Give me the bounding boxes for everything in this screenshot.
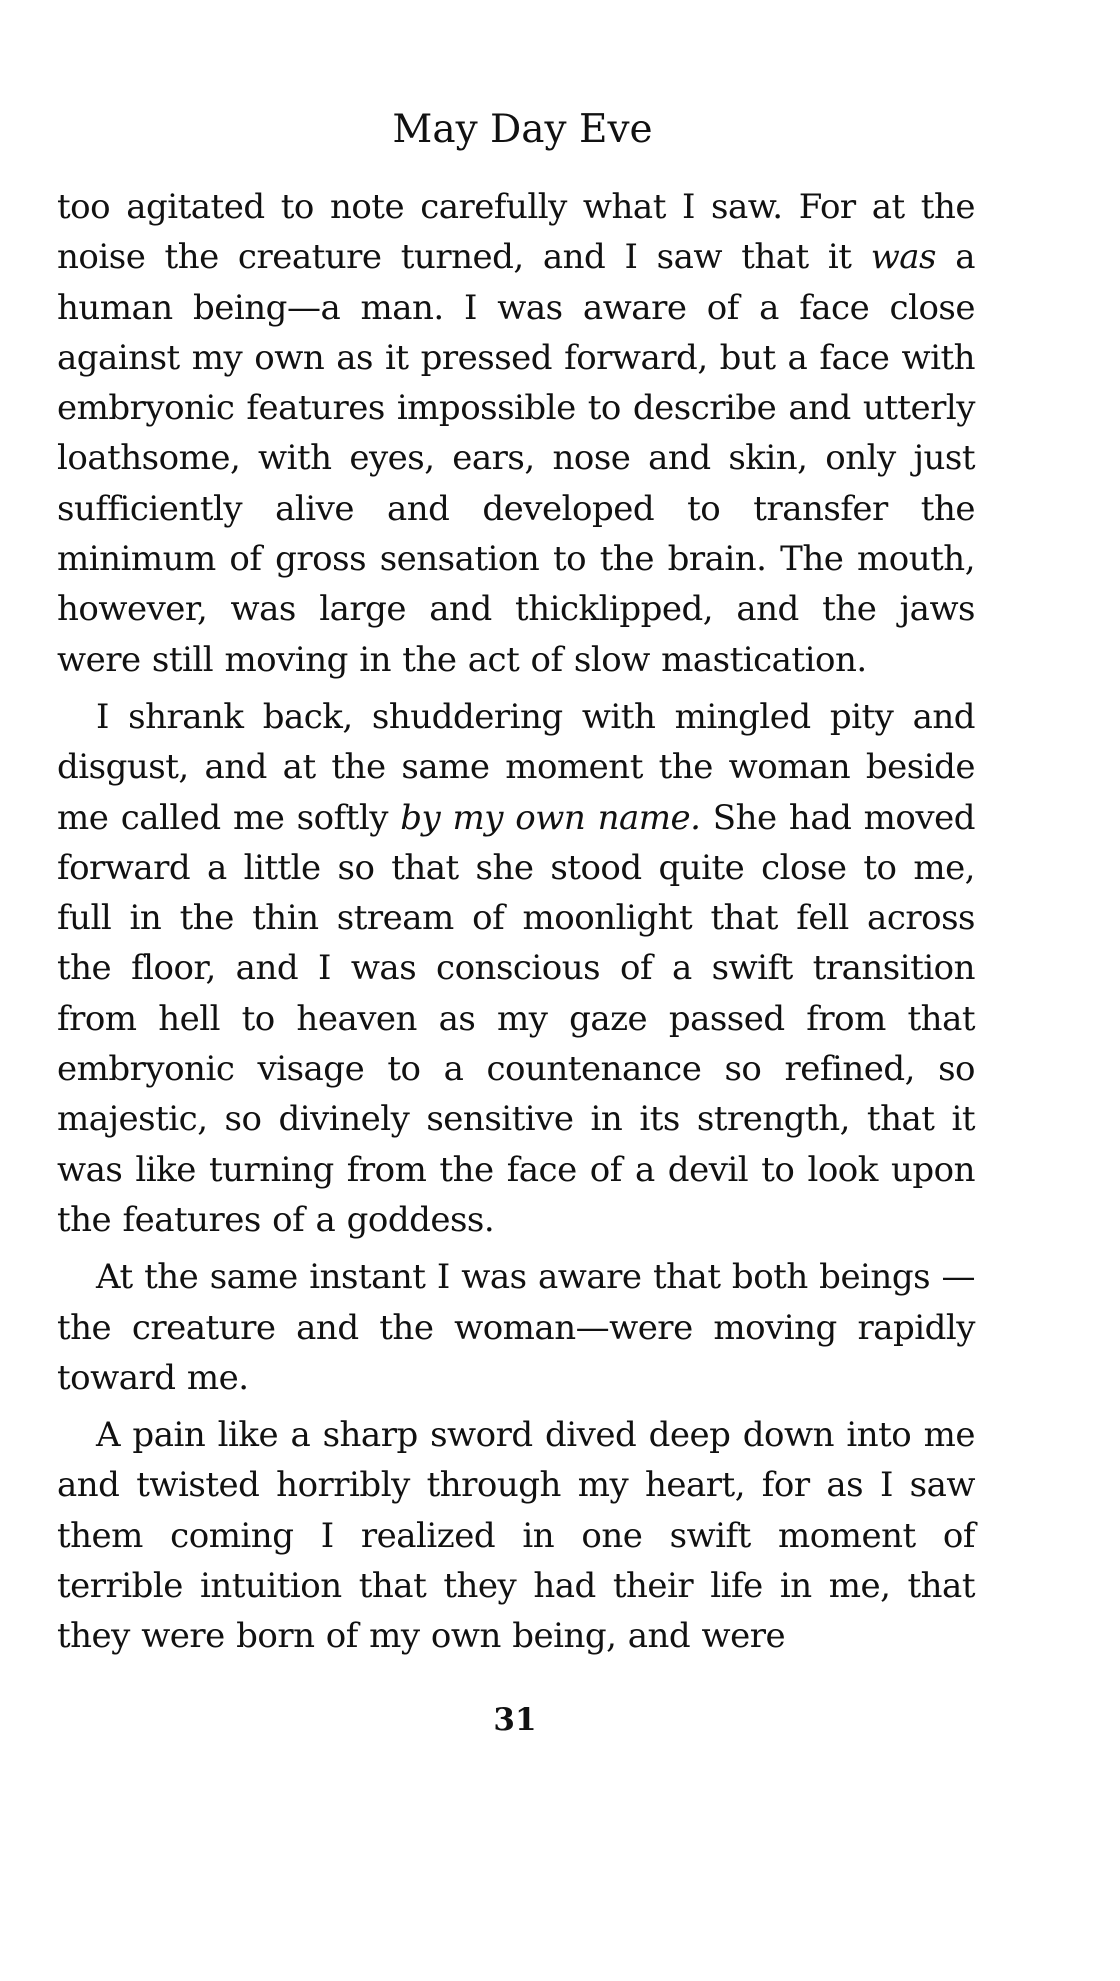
paragraph-1-text-b: a human being—a man. I was aware of a face close against my own as it pressed forward, but a face with embryonic features impossible to describe and utterly loathsome, with eyes, ears, nose and skin, only just sufficiently alive and developed to transfer the minimum of gross sensation to the brain. The mouth, however, was large and thicklipped, and the jaws were still moving in the act of slow mastication. [57, 237, 976, 680]
paragraph-1 [57, 182, 975, 685]
paragraph-3 [57, 1252, 975, 1403]
paragraph-1-italic-was: was [870, 237, 937, 278]
paragraph-2-italic-own-name: by my own name. [400, 797, 701, 838]
body-text [57, 182, 975, 1662]
paragraph-3-text: At the same instant I was aware that both beings —the creature and the woman—were moving rapidly toward me. [57, 1257, 975, 1398]
paragraph-4 [57, 1410, 975, 1661]
paragraph-1-text-a: too agitated to note carefully what I saw. For at the noise the creature turned, and I saw that it [57, 187, 975, 278]
paragraph-2 [57, 692, 975, 1245]
paragraph-2-text-b: She had moved forward a little so that she stood quite close to me, full in the thin stream of moonlight that fell across the floor, and I was conscious of a swift transition from hell to heaven as my gaze passed from that embryonic visage to a countenance so refined, so majestic, so divinely sensitive in its strength, that it was like turning from the face of a devil to look upon the features of a goddess. [57, 797, 975, 1240]
paragraph-2-text-a: I shrank back, shuddering with mingled pity and disgust, and at the same moment the woman beside me called me softly [57, 696, 975, 838]
paragraph-4-text: A pain like a sharp sword dived deep down into me and twisted horribly through my heart, for as I saw them coming I realized in one swift moment of terrible intuition that they had their life in me, that they were born of my own being, and were [57, 1415, 975, 1657]
page-number: 31 [493, 1702, 537, 1738]
running-head: May Day Eve [392, 107, 653, 152]
